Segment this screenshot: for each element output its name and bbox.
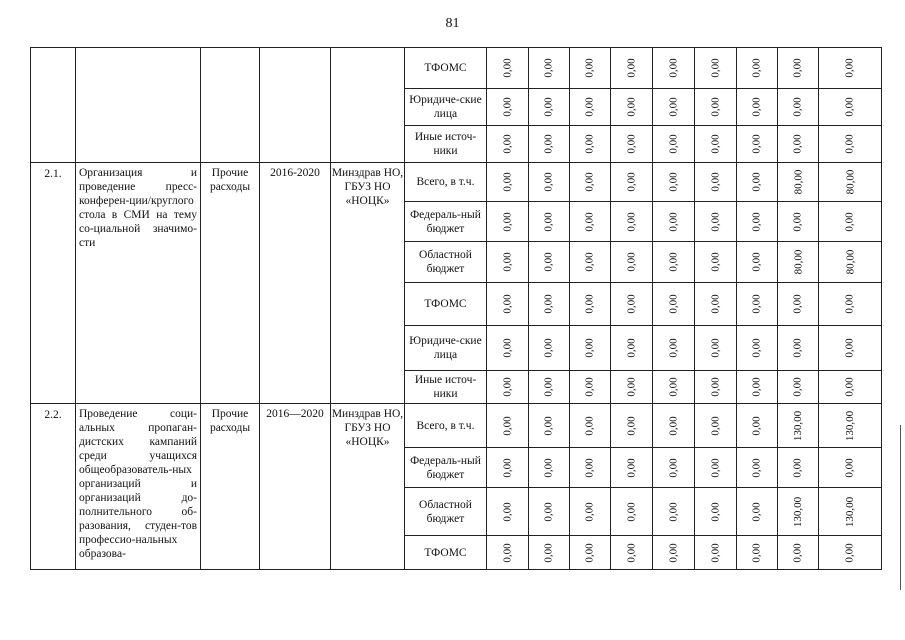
value-cell <box>611 283 653 326</box>
funding-source: Всего, в т.ч. <box>405 163 487 202</box>
value-text: 0,00 <box>543 211 555 232</box>
source-row <box>31 163 882 202</box>
value-text: 0,00 <box>625 58 638 78</box>
value-cell <box>737 488 778 536</box>
value-text: 0,00 <box>584 134 596 154</box>
value-cell <box>529 404 570 448</box>
value-cell <box>695 48 737 89</box>
value-cell <box>653 488 695 536</box>
value-text: 0,00 <box>844 457 856 478</box>
value-text: 0,00 <box>625 457 638 478</box>
value-cell <box>611 202 653 242</box>
value-text: 0,00 <box>709 542 722 563</box>
value-text: 0,00 <box>584 457 596 478</box>
value-cell <box>819 89 882 126</box>
value-cell <box>778 242 819 283</box>
source-row <box>31 404 882 448</box>
value-cell <box>778 371 819 404</box>
value-cell <box>819 202 882 242</box>
value-text: 130,00 <box>792 410 804 441</box>
value-cell <box>487 163 529 202</box>
value-cell <box>570 89 611 126</box>
value-cell <box>778 126 819 163</box>
item-number: 2.1. <box>31 163 76 404</box>
value-text: 0,00 <box>501 338 514 358</box>
value-text: 0,00 <box>625 338 638 358</box>
value-text: 0,00 <box>844 377 856 397</box>
value-cell <box>819 283 882 326</box>
value-text: 0,00 <box>792 457 804 478</box>
value-text: 0,00 <box>751 501 763 522</box>
value-cell <box>653 371 695 404</box>
value-text: 0,00 <box>709 172 722 192</box>
value-text: 0,00 <box>751 58 763 78</box>
funding-source: Всего, в т.ч. <box>405 404 487 448</box>
value-text: 0,00 <box>625 294 638 314</box>
value-text: 0,00 <box>501 415 514 436</box>
value-text: 0,00 <box>543 172 555 192</box>
funding-source: Иные источ-ники <box>405 126 487 163</box>
value-text: 0,00 <box>543 415 555 436</box>
value-text: 0,00 <box>584 97 596 117</box>
funding-source: Юридиче-ские лица <box>405 89 487 126</box>
value-text: 0,00 <box>543 377 555 397</box>
value-cell <box>611 448 653 488</box>
value-cell <box>570 126 611 163</box>
item-name: Организация и проведение пресс-конферен-ции/круглого стола в СМИ на тему со-циальной значимо-сти <box>76 163 201 404</box>
value-cell <box>487 448 529 488</box>
value-text: 0,00 <box>584 338 596 358</box>
value-cell <box>778 536 819 570</box>
value-text: 0,00 <box>751 134 763 154</box>
value-cell <box>653 283 695 326</box>
value-text: 0,00 <box>709 211 722 232</box>
value-cell <box>570 242 611 283</box>
value-cell <box>653 89 695 126</box>
value-text: 0,00 <box>844 134 856 154</box>
value-cell <box>487 488 529 536</box>
value-cell <box>570 326 611 371</box>
value-cell <box>570 488 611 536</box>
value-cell <box>570 283 611 326</box>
value-cell <box>819 488 882 536</box>
value-text: 0,00 <box>792 211 804 232</box>
value-cell <box>529 48 570 89</box>
value-text: 0,00 <box>709 58 722 78</box>
value-cell <box>529 536 570 570</box>
value-text: 0,00 <box>501 97 514 117</box>
value-cell <box>529 448 570 488</box>
source-row <box>31 48 882 89</box>
value-text: 0,00 <box>543 97 555 117</box>
value-text: 0,00 <box>543 542 555 563</box>
value-text: 0,00 <box>709 415 722 436</box>
executor <box>331 48 405 163</box>
value-cell <box>819 326 882 371</box>
value-text: 0,00 <box>709 97 722 117</box>
value-cell <box>819 371 882 404</box>
value-text: 0,00 <box>844 97 856 117</box>
value-cell <box>737 163 778 202</box>
value-text: 0,00 <box>792 294 804 314</box>
value-text: 0,00 <box>667 542 680 563</box>
budget-table <box>30 47 882 570</box>
value-text: 0,00 <box>543 252 555 272</box>
value-cell <box>611 488 653 536</box>
value-cell <box>611 126 653 163</box>
item-name <box>76 48 201 163</box>
value-text: 0,00 <box>844 294 856 314</box>
value-text: 0,00 <box>584 172 596 192</box>
value-cell <box>778 404 819 448</box>
value-text: 0,00 <box>625 134 638 154</box>
value-cell <box>778 163 819 202</box>
value-text: 130,00 <box>792 496 804 527</box>
value-cell <box>529 371 570 404</box>
value-text: 80,00 <box>844 169 856 195</box>
value-cell <box>737 536 778 570</box>
value-text: 0,00 <box>751 172 763 192</box>
value-text: 0,00 <box>709 501 722 522</box>
value-cell <box>487 126 529 163</box>
value-text: 0,00 <box>751 294 763 314</box>
funding-source: ТФОМС <box>405 283 487 326</box>
value-cell <box>529 283 570 326</box>
value-cell <box>653 163 695 202</box>
value-cell <box>611 326 653 371</box>
value-cell <box>778 202 819 242</box>
value-cell <box>611 242 653 283</box>
funding-source: Областной бюджет <box>405 488 487 536</box>
expense-type: Прочие расходы <box>201 404 260 570</box>
value-cell <box>529 89 570 126</box>
value-cell <box>570 371 611 404</box>
value-text: 0,00 <box>501 172 514 192</box>
funding-source: Иные источ-ники <box>405 371 487 404</box>
value-text: 0,00 <box>584 377 596 397</box>
value-cell <box>819 163 882 202</box>
value-text: 0,00 <box>792 338 804 358</box>
value-text: 0,00 <box>543 338 555 358</box>
value-cell <box>487 371 529 404</box>
scan-edge-line <box>900 425 901 590</box>
value-text: 0,00 <box>625 377 638 397</box>
value-text: 0,00 <box>625 211 638 232</box>
value-cell <box>487 404 529 448</box>
value-text: 0,00 <box>543 501 555 522</box>
value-text: 0,00 <box>501 134 514 154</box>
value-text: 0,00 <box>667 338 680 358</box>
value-text: 0,00 <box>792 377 804 397</box>
value-text: 0,00 <box>625 501 638 522</box>
value-cell <box>611 536 653 570</box>
executor: Минздрав НО, ГБУЗ НО «НОЦК» <box>331 404 405 570</box>
value-text: 0,00 <box>844 542 856 563</box>
value-text: 80,00 <box>792 249 804 275</box>
value-text: 0,00 <box>792 542 804 563</box>
value-text: 0,00 <box>667 172 680 192</box>
value-text: 0,00 <box>625 97 638 117</box>
value-cell <box>529 126 570 163</box>
item-name: Проведение соци-альных пропаган-дистских кампаний среди учащихся общеобразователь-ных организаций и организаций до-полнительного об-разования, студен-тов профессио-нальных образова- <box>76 404 201 570</box>
value-text: 0,00 <box>709 377 722 397</box>
value-cell <box>695 371 737 404</box>
funding-source: Федераль-ный бюджет <box>405 448 487 488</box>
funding-source: Федераль-ный бюджет <box>405 202 487 242</box>
value-cell <box>487 536 529 570</box>
expense-type <box>201 48 260 163</box>
value-cell <box>529 488 570 536</box>
value-text: 0,00 <box>667 501 680 522</box>
value-cell <box>778 488 819 536</box>
value-text: 0,00 <box>584 294 596 314</box>
value-cell <box>695 89 737 126</box>
value-cell <box>819 126 882 163</box>
value-cell <box>653 536 695 570</box>
value-cell <box>819 404 882 448</box>
value-cell <box>570 536 611 570</box>
value-text: 0,00 <box>667 211 680 232</box>
value-text: 0,00 <box>543 457 555 478</box>
item-number: 2.2. <box>31 404 76 570</box>
value-text: 0,00 <box>751 457 763 478</box>
value-text: 0,00 <box>667 415 680 436</box>
value-cell <box>819 448 882 488</box>
value-text: 0,00 <box>625 252 638 272</box>
value-text: 0,00 <box>584 252 596 272</box>
value-text: 0,00 <box>501 457 514 478</box>
value-cell <box>695 488 737 536</box>
value-text: 0,00 <box>501 294 514 314</box>
value-cell <box>778 283 819 326</box>
value-cell <box>529 326 570 371</box>
value-cell <box>695 163 737 202</box>
value-cell <box>653 242 695 283</box>
value-text: 130,00 <box>844 496 856 527</box>
value-cell <box>695 404 737 448</box>
value-text: 0,00 <box>501 58 514 78</box>
funding-source: Областной бюджет <box>405 242 487 283</box>
value-cell <box>695 448 737 488</box>
value-text: 0,00 <box>751 415 763 436</box>
value-text: 0,00 <box>667 134 680 154</box>
value-text: 0,00 <box>751 97 763 117</box>
value-text: 0,00 <box>751 542 763 563</box>
value-cell <box>778 448 819 488</box>
value-cell <box>611 48 653 89</box>
value-cell <box>819 536 882 570</box>
value-cell <box>819 48 882 89</box>
value-text: 0,00 <box>751 252 763 272</box>
value-cell <box>529 202 570 242</box>
value-cell <box>653 126 695 163</box>
value-cell <box>695 326 737 371</box>
value-cell <box>570 404 611 448</box>
value-cell <box>737 283 778 326</box>
value-cell <box>695 536 737 570</box>
value-cell <box>653 202 695 242</box>
value-cell <box>737 448 778 488</box>
value-cell <box>570 448 611 488</box>
value-cell <box>737 326 778 371</box>
period: 2016-2020 <box>260 163 331 404</box>
value-cell <box>653 448 695 488</box>
value-text: 0,00 <box>667 58 680 78</box>
value-cell <box>737 126 778 163</box>
value-text: 0,00 <box>625 415 638 436</box>
value-text: 0,00 <box>792 97 804 117</box>
value-cell <box>737 404 778 448</box>
value-text: 0,00 <box>584 58 596 78</box>
value-cell <box>737 89 778 126</box>
value-text: 0,00 <box>844 58 856 78</box>
value-cell <box>487 242 529 283</box>
value-text: 80,00 <box>844 249 856 275</box>
value-cell <box>611 89 653 126</box>
value-cell <box>778 326 819 371</box>
value-text: 0,00 <box>709 252 722 272</box>
value-cell <box>695 126 737 163</box>
value-cell <box>695 283 737 326</box>
value-text: 0,00 <box>709 338 722 358</box>
value-text: 0,00 <box>792 134 804 154</box>
funding-source: ТФОМС <box>405 48 487 89</box>
value-text: 0,00 <box>501 542 514 563</box>
value-cell <box>529 242 570 283</box>
value-cell <box>487 48 529 89</box>
value-cell <box>778 89 819 126</box>
value-cell <box>695 202 737 242</box>
value-cell <box>695 242 737 283</box>
value-text: 0,00 <box>709 457 722 478</box>
item-number <box>31 48 76 163</box>
value-text: 0,00 <box>751 211 763 232</box>
value-cell <box>653 404 695 448</box>
value-cell <box>737 202 778 242</box>
funding-source: Юридиче-ские лица <box>405 326 487 371</box>
value-text: 0,00 <box>792 58 804 78</box>
value-text: 130,00 <box>844 410 856 441</box>
value-cell <box>487 283 529 326</box>
value-text: 0,00 <box>543 294 555 314</box>
value-text: 0,00 <box>751 377 763 397</box>
expense-type: Прочие расходы <box>201 163 260 404</box>
value-text: 0,00 <box>667 97 680 117</box>
value-text: 0,00 <box>501 252 514 272</box>
value-cell <box>611 404 653 448</box>
value-text: 0,00 <box>584 211 596 232</box>
value-cell <box>778 48 819 89</box>
value-text: 0,00 <box>751 338 763 358</box>
value-cell <box>737 242 778 283</box>
funding-source: ТФОМС <box>405 536 487 570</box>
value-cell <box>487 202 529 242</box>
value-text: 0,00 <box>501 501 514 522</box>
value-text: 0,00 <box>584 501 596 522</box>
value-text: 0,00 <box>667 252 680 272</box>
period: 2016—2020 <box>260 404 331 570</box>
value-text: 0,00 <box>709 294 722 314</box>
value-cell <box>570 202 611 242</box>
executor: Минздрав НО, ГБУЗ НО «НОЦК» <box>331 163 405 404</box>
value-text: 0,00 <box>501 211 514 232</box>
value-text: 0,00 <box>625 542 638 563</box>
value-cell <box>487 326 529 371</box>
value-text: 0,00 <box>625 172 638 192</box>
value-cell <box>487 89 529 126</box>
value-text: 0,00 <box>584 415 596 436</box>
page-number: 81 <box>445 16 460 31</box>
value-cell <box>653 48 695 89</box>
value-text: 0,00 <box>543 134 555 154</box>
value-text: 0,00 <box>844 338 856 358</box>
value-cell <box>529 163 570 202</box>
value-text: 0,00 <box>667 294 680 314</box>
value-cell <box>819 242 882 283</box>
value-cell <box>570 48 611 89</box>
value-text: 0,00 <box>543 58 555 78</box>
value-cell <box>611 163 653 202</box>
value-cell <box>570 163 611 202</box>
value-text: 0,00 <box>584 542 596 563</box>
value-text: 0,00 <box>844 211 856 232</box>
value-text: 0,00 <box>667 377 680 397</box>
value-cell <box>653 326 695 371</box>
value-text: 0,00 <box>501 377 514 397</box>
value-cell <box>611 371 653 404</box>
value-text: 0,00 <box>667 457 680 478</box>
period <box>260 48 331 163</box>
value-cell <box>737 371 778 404</box>
value-text: 0,00 <box>709 134 722 154</box>
value-cell <box>737 48 778 89</box>
value-text: 80,00 <box>792 169 804 195</box>
